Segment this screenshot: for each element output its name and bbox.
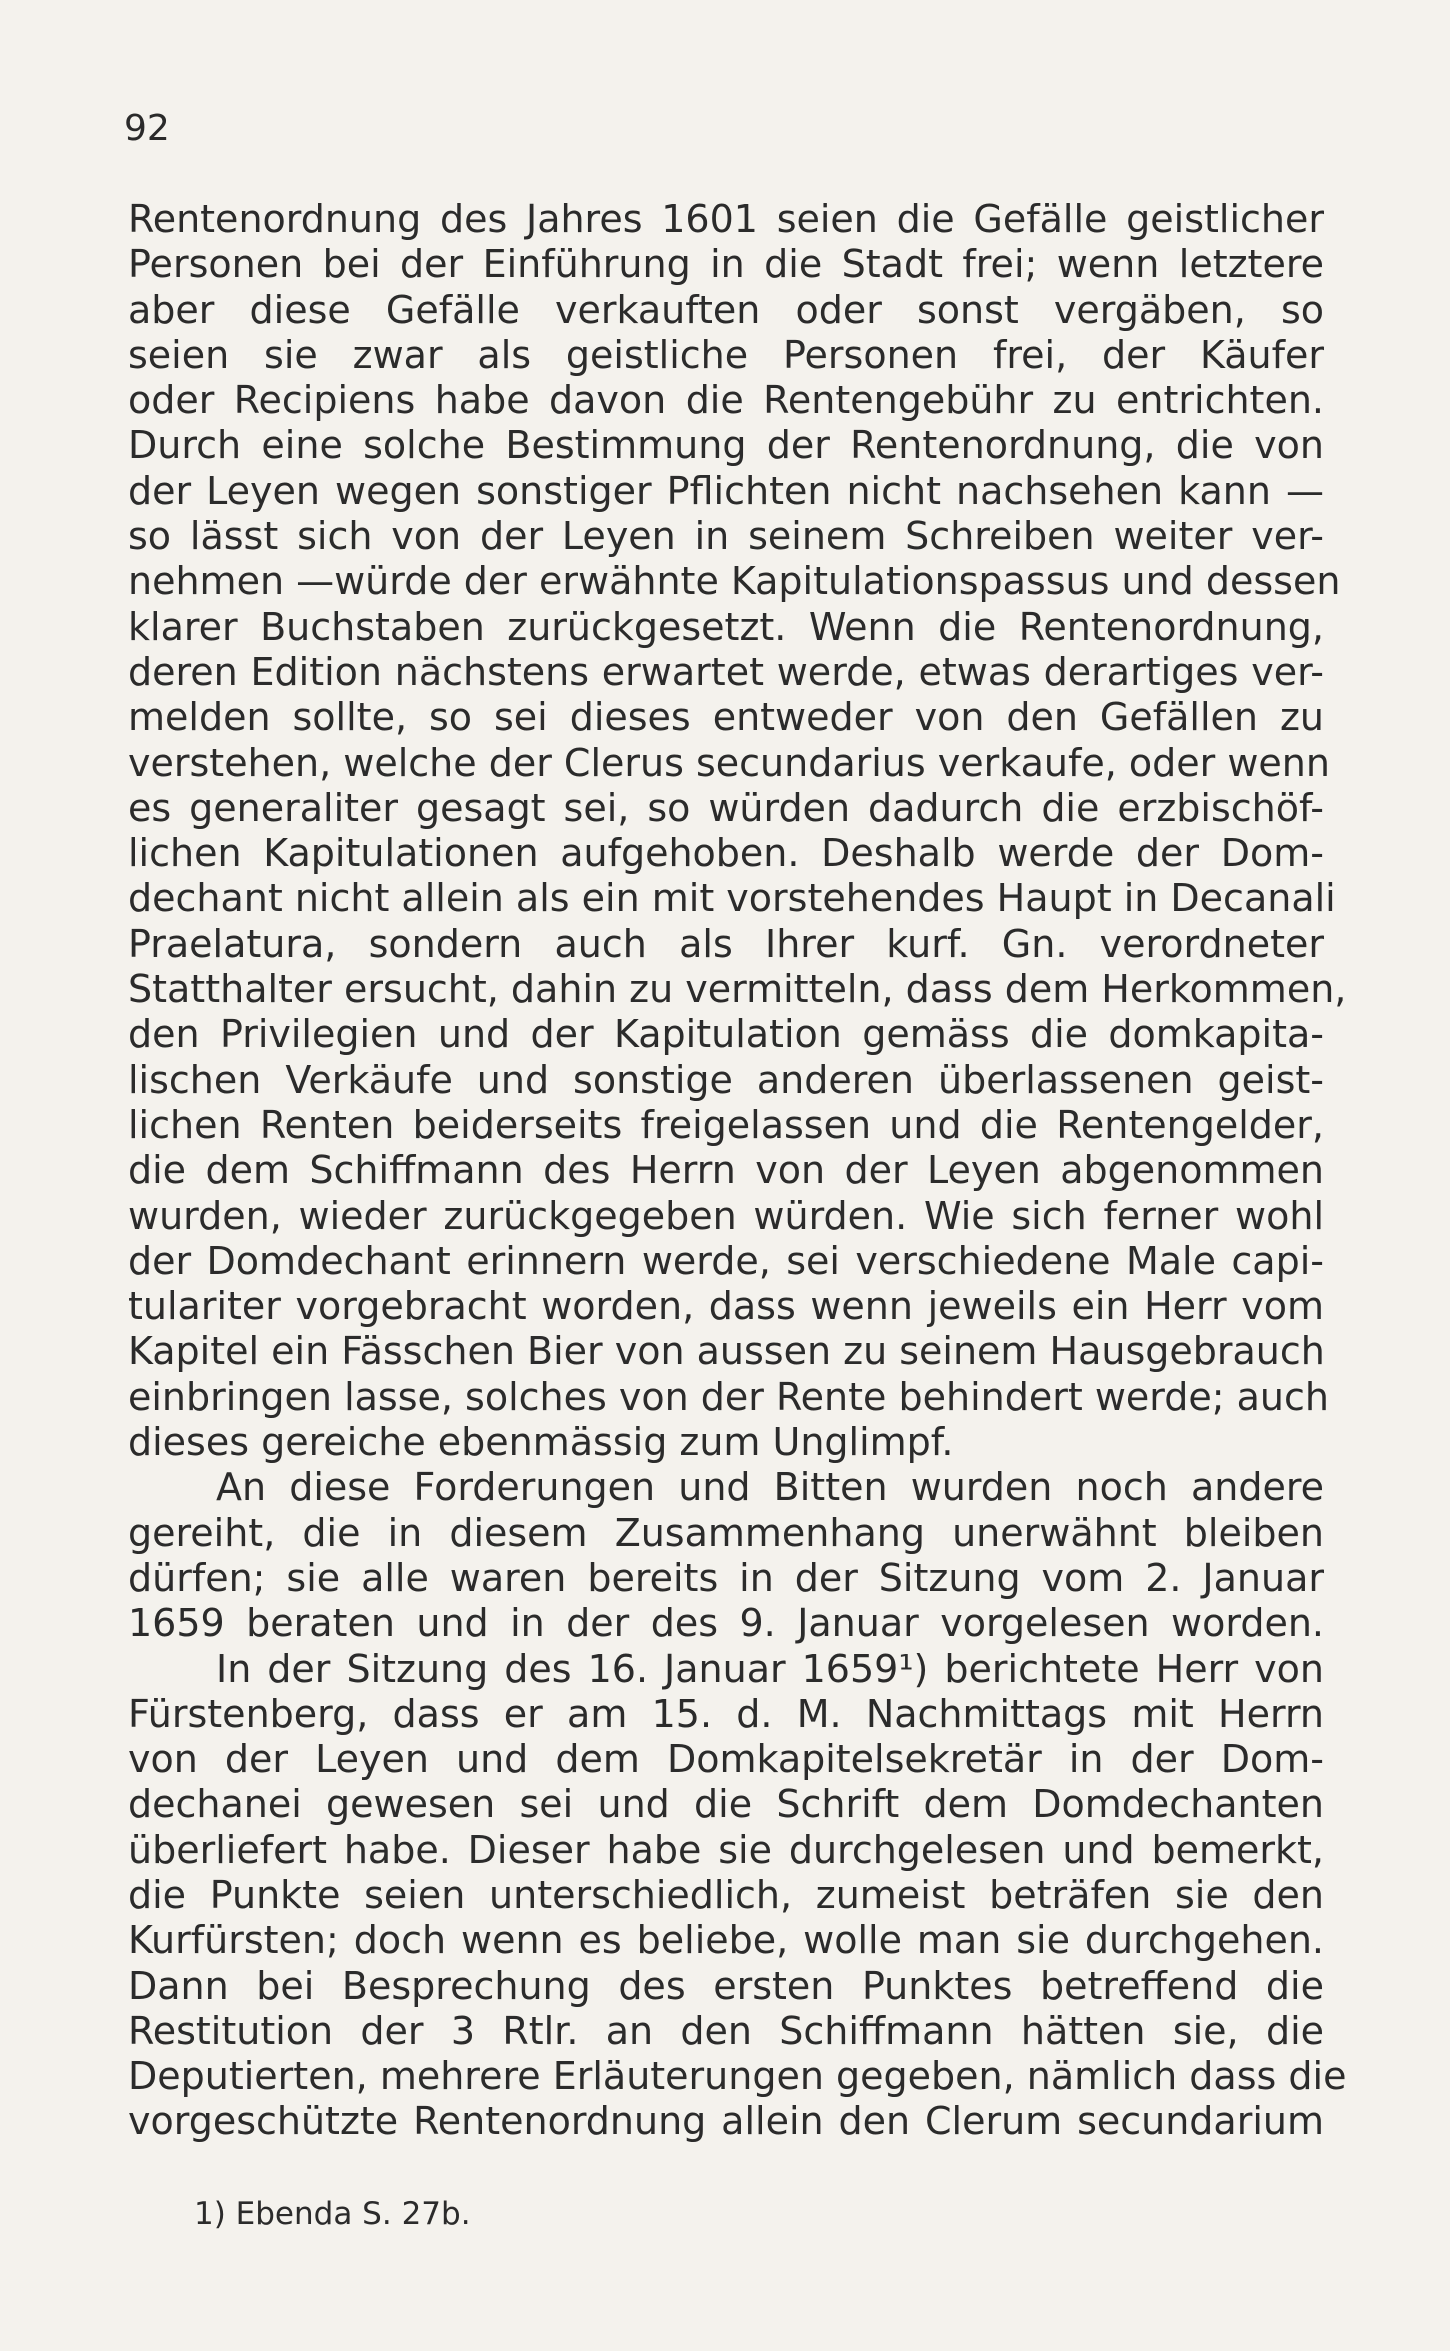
text-line: Rentenordnung des Jahres 1601 seien die Gefälle geistlicher [128, 197, 1324, 241]
text-line: Praelatura, sondern auch als Ihrer kurf. Gn. verordneter [128, 921, 1324, 966]
text-line: den Privilegien und der Kapitulation gemäss die domkapita- [128, 1012, 1324, 1057]
text-line: seien sie zwar als geistliche Personen frei, der Käufer [128, 332, 1324, 377]
text-line: Restitution der 3 Rtlr. an den Schiffmann hätten sie, die [128, 2008, 1324, 2053]
text-line: Statthalter ersucht, dahin zu vermitteln, dass dem Herkommen, [128, 967, 1347, 1012]
text-line: Durch eine solche Bestimmung der Rentenordnung, die von [128, 423, 1324, 468]
text-line: vorgeschützte Rentenordnung allein den Clerum secundarium [128, 2099, 1324, 2144]
text-line: Dann bei Besprechung des ersten Punktes betreffend die [128, 1963, 1324, 2008]
text-line: wurden, wieder zurückgegeben würden. Wie sich ferner wohl [128, 1193, 1324, 1238]
text-line: aber diese Gefälle verkauften oder sonst vergäben, so [128, 287, 1324, 332]
text-line: lischen Verkäufe und sonstige anderen überlassenen geist- [128, 1057, 1324, 1102]
text-line: tulariter vorgebracht worden, dass wenn jeweils ein Herr vom [128, 1284, 1324, 1329]
text-line: Kapitel ein Fässchen Bier von aussen zu seinem Hausgebrauch [128, 1329, 1325, 1374]
body-text [128, 197, 1347, 2145]
text-line: Fürstenberg, dass er am 15. d. M. Nachmittags mit Herrn [128, 1691, 1324, 1736]
text-line: überliefert habe. Dieser habe sie durchgelesen und bemerkt, [128, 1827, 1324, 1872]
text-line: von der Leyen und dem Domkapitelsekretär in der Dom- [128, 1737, 1324, 1782]
text-line: so lässt sich von der Leyen in seinem Schreiben weiter ver- [128, 514, 1324, 559]
text-line: dechant nicht allein als ein mit vorstehendes Haupt in Decanali [128, 876, 1336, 921]
text-line: klarer Buchstaben zurückgesetzt. Wenn die Rentenordnung, [128, 604, 1324, 649]
text-line: Deputierten, mehrere Erläuterungen gegeben, nämlich dass die [128, 2054, 1347, 2099]
text-line: es generaliter gesagt sei, so würden dadurch die erzbischöf- [128, 785, 1324, 830]
text-line: dieses gereiche ebenmässig zum Unglimpf. [128, 1420, 954, 1465]
text-line: lichen Kapitulationen aufgehoben. Deshalb werde der Dom- [128, 831, 1324, 876]
text-line: Kurfürsten; doch wenn es beliebe, wolle man sie durchgehen. [128, 1918, 1324, 1963]
page-number: 92 [124, 108, 170, 149]
text-line: der Domdechant erinnern werde, sei verschiedene Male capi- [128, 1238, 1324, 1283]
text-line: einbringen lasse, solches von der Rente behindert werde; auch [128, 1374, 1329, 1419]
text-line: lichen Renten beiderseits freigelassen und die Rentengelder, [128, 1102, 1324, 1147]
text-line: nehmen —würde der erwähnte Kapitulationspassus und dessen [128, 559, 1341, 604]
text-line: verstehen, welche der Clerus secundarius verkaufe, oder wenn [128, 740, 1330, 785]
text-line: gereiht, die in diesem Zusammenhang unerwähnt bleiben [128, 1510, 1324, 1555]
text-line: In der Sitzung des 16. Januar 1659¹) berichtete Herr von [216, 1646, 1324, 1691]
text-line: dechanei gewesen sei und die Schrift dem Domdechanten [128, 1782, 1324, 1827]
text-line: die Punkte seien unterschiedlich, zumeist beträfen sie den [128, 1872, 1324, 1917]
text-line: dürfen; sie alle waren bereits in der Sitzung vom 2. Januar [128, 1555, 1324, 1600]
text-line: Personen bei der Einführung in die Stadt frei; wenn letztere [128, 242, 1324, 287]
text-line: melden sollte, so sei dieses entweder von den Gefällen zu [128, 695, 1324, 740]
text-line: deren Edition nächstens erwartet werde, etwas derartiges ver- [128, 649, 1324, 694]
text-line: der Leyen wegen sonstiger Pflichten nicht nachsehen kann — [128, 468, 1324, 513]
text-line: die dem Schiffmann des Herrn von der Leyen abgenommen [128, 1148, 1324, 1193]
text-line: oder Recipiens habe davon die Rentengebühr zu entrichten. [128, 378, 1324, 423]
text-line: 1659 beraten und in der des 9. Januar vorgelesen worden. [128, 1601, 1324, 1646]
text-line: An diese Forderungen und Bitten wurden noch andere [216, 1465, 1324, 1510]
footnote: 1) Ebenda S. 27b. [194, 2196, 471, 2232]
